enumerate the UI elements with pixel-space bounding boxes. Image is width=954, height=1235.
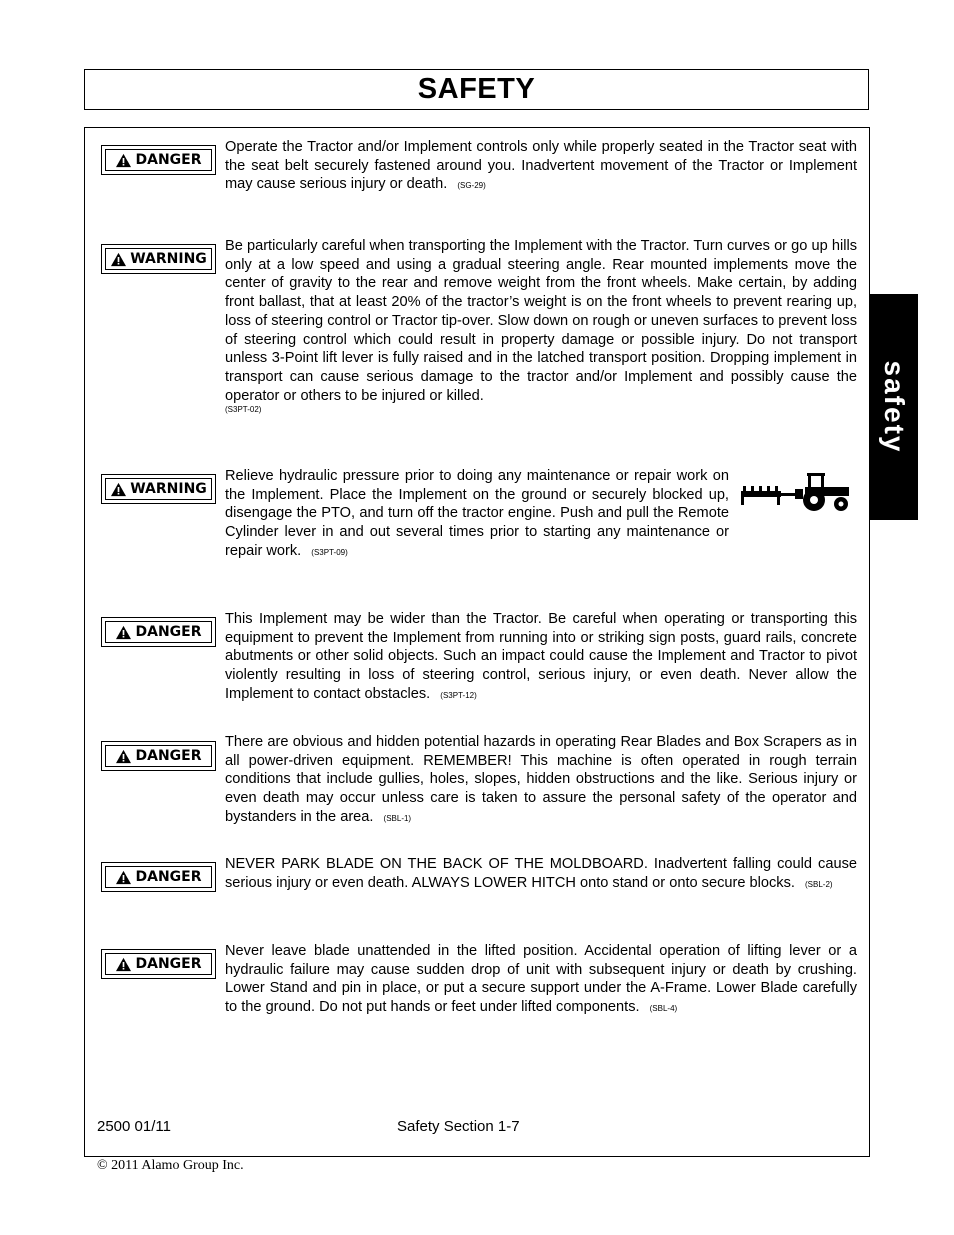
warning-triangle-icon — [115, 749, 132, 764]
message-text: This Implement may be wider than the Tractor. Be careful when operating or transporting this equipment to prevent the Implement from running into or striking sign posts, guard rails, concrete abutments or other solid objects. Such an impact could cause the Implement and Tractor to pivot violently resulting in loss of steering control, serious injury, or even death. Never allow the Implement to contact obstacles. (S3PT-12) — [225, 611, 857, 702]
danger-badge — [101, 145, 216, 175]
badge-label: DANGER — [135, 152, 202, 168]
message-text: NEVER PARK BLADE ON THE BACK OF THE MOLDBOARD. Inadvertent falling could cause serious injury or even death. ALWAYS LOWER HITCH onto stand or onto secure blocks. (SBL-2) — [225, 856, 857, 891]
danger-badge — [101, 862, 216, 892]
danger-badge — [101, 741, 216, 771]
warning-triangle-icon — [110, 252, 127, 267]
footer-page-number: Safety Section 1-7 — [397, 1118, 520, 1135]
warning-badge — [101, 244, 216, 274]
message-text: Never leave blade unattended in the lifted position. Accidental operation of lifting lever or a hydraulic failure may cause sudden drop of unit with subsequent injury or death by crushing. Lower Stand and pin in place, or put a secure support under the A-Frame. Lower Blade carefully to the ground. Do not put hands or feet under lifted components. (SBL-4) — [225, 943, 857, 1016]
badge-label: DANGER — [135, 748, 202, 764]
warning-triangle-icon — [115, 625, 132, 640]
footer-model-date: 2500 01/11 — [97, 1118, 171, 1135]
warning-triangle-icon — [115, 153, 132, 168]
safety-messages-panel — [84, 127, 870, 1157]
page-header — [84, 69, 869, 110]
danger-badge — [101, 617, 216, 647]
warning-triangle-icon — [110, 482, 127, 497]
page-title: SAFETY — [417, 73, 536, 105]
badge-label: DANGER — [135, 869, 202, 885]
danger-badge — [101, 949, 216, 979]
message-text: Be particularly careful when transporting the Implement with the Tractor. Turn curves or go up hills only at a low speed and using a gradual steering angle. Rear mounted implements move the center of gravity to the rear and remove weight from the front wheels. Make certain, by adding front ballast, that at least 20% of the tractor’s weight is on the front wheels to prevent rearing up, loss of steering control or Tractor tip-over. Slow down on rough or uneven surfaces to prevent loss of steering control which could result in property damage or possible injury. Do not transport unless 3-Point lift lever is fully raised and in the latched transport position. Dropping implement in transport can cause serious damage to the tractor and/or Implement and possibly cause the operator or others to be injured or killed. (S3PT-02) — [225, 238, 857, 415]
tractor-implement-icon — [739, 469, 851, 513]
badge-label: DANGER — [135, 624, 202, 640]
warning-triangle-icon — [115, 957, 132, 972]
message-code: (SBL-4) — [649, 1004, 678, 1014]
warning-badge — [101, 474, 216, 504]
copyright-notice: © 2011 Alamo Group Inc. — [97, 1158, 244, 1173]
message-code: (S3PT-02) — [225, 405, 262, 415]
side-tab-label: safety — [878, 360, 910, 454]
section-side-tab — [869, 294, 918, 520]
message-code: (S3PT-09) — [311, 547, 348, 557]
message-text: There are obvious and hidden potential hazards in operating Rear Blades and Box Scrapers as in all power-driven equipment. REMEMBER! This machine is often operated in rough terrain conditions that include gullies, holes, slopes, hidden obstructions and the like. Serious injury or even death may occur unless care is taken to assure the personal safety of the operator and bystanders in the area. (SBL-1) — [225, 734, 857, 825]
message-code: (S3PT-12) — [440, 690, 477, 700]
message-text: Relieve hydraulic pressure prior to doing any maintenance or repair work on the Implement. Place the Implement on the ground or securely blocked up, disengage the PTO, and turn off the tractor engine. Push and pull the Remote Cylinder lever in and out several times prior to starting any maintenance or repair work. (S3PT-09) — [225, 468, 729, 559]
badge-label: WARNING — [130, 481, 207, 497]
message-code: (SBL-2) — [805, 879, 833, 889]
message-code: (SBL-1) — [383, 813, 412, 823]
message-text: Operate the Tractor and/or Implement controls only while properly seated in the Tractor seat with the seat belt securely fastened around you. Inadvertent movement of the Tractor or Implement may cause serious injury or death. (SG-29) — [225, 139, 857, 193]
message-code: (SG-29) — [457, 181, 486, 191]
badge-label: WARNING — [130, 251, 207, 267]
badge-label: DANGER — [135, 956, 202, 972]
warning-triangle-icon — [115, 870, 132, 885]
